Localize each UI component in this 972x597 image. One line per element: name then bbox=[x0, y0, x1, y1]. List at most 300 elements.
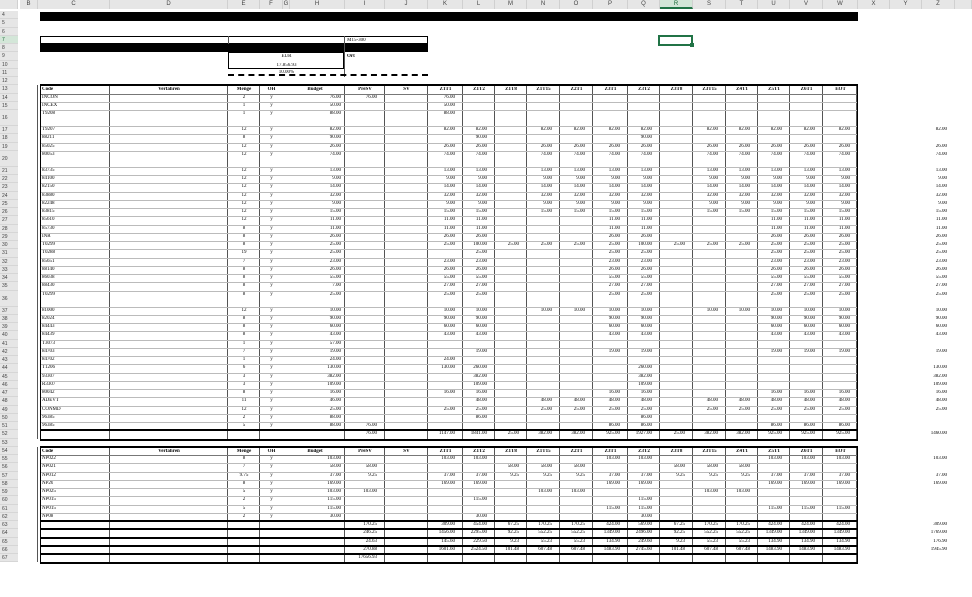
total-value: 134.90 bbox=[801, 538, 815, 544]
row-value: 15.00 bbox=[706, 209, 718, 214]
row-oh-flag: y bbox=[270, 135, 273, 141]
row-value: 90.00 bbox=[475, 135, 487, 141]
table-end-rule bbox=[40, 439, 858, 441]
total-value: 1483.90 bbox=[798, 546, 815, 552]
row-header[interactable]: 10 bbox=[0, 61, 18, 69]
row-quantity: 3 bbox=[242, 381, 246, 387]
row-header[interactable]: 61 bbox=[0, 505, 18, 513]
row-value: 25.00 bbox=[738, 406, 750, 412]
row-header[interactable]: 50 bbox=[0, 414, 18, 422]
row-header[interactable]: 16 bbox=[0, 110, 18, 126]
total-value: 309.00 bbox=[441, 522, 455, 527]
row-value: 10.00 bbox=[608, 307, 620, 313]
header-bar bbox=[40, 44, 428, 52]
row-code: NP015 bbox=[42, 497, 56, 503]
row-quantity: 8 bbox=[242, 242, 246, 247]
table-column-border bbox=[384, 85, 385, 438]
row-value: 25.00 bbox=[573, 242, 585, 247]
row-header[interactable]: 12 bbox=[0, 77, 18, 85]
row-value: 60.00 bbox=[640, 324, 652, 329]
row-value: 90.00 bbox=[475, 315, 487, 321]
row-value: 100.00 bbox=[638, 242, 652, 247]
row-value: 74.00 bbox=[573, 151, 585, 157]
row-value: 15.00 bbox=[573, 209, 585, 214]
total-value: 1601.60 bbox=[438, 546, 455, 552]
row-header[interactable]: 8 bbox=[0, 44, 18, 52]
row-value: 11.00 bbox=[443, 217, 455, 223]
row-oh-flag: y bbox=[270, 184, 273, 190]
column-header-f[interactable]: F bbox=[260, 0, 283, 9]
row-header[interactable]: 49 bbox=[0, 406, 18, 414]
row-header[interactable]: 53 bbox=[0, 439, 18, 447]
row-value: 25.00 bbox=[540, 406, 552, 412]
row-quantity: 7 bbox=[242, 348, 246, 354]
row-quantity: 2 bbox=[242, 497, 246, 503]
table-column-border bbox=[109, 85, 110, 438]
row-header[interactable]: 30 bbox=[0, 241, 18, 249]
row-divider bbox=[40, 208, 858, 209]
row-header[interactable]: 15 bbox=[0, 102, 18, 110]
row-value: 37.00 bbox=[770, 472, 782, 478]
total-value: 925.00 bbox=[606, 431, 620, 437]
row-oh-flag: y bbox=[270, 324, 273, 329]
row-value: 27.00 bbox=[770, 283, 782, 289]
column-header-r[interactable]: R bbox=[660, 0, 693, 9]
row-quantity: 8 bbox=[242, 225, 246, 231]
total-value: 552.25 bbox=[538, 530, 552, 536]
row-divider bbox=[40, 225, 858, 226]
row-budget: 15.00 bbox=[329, 209, 341, 214]
row-value: 88.00 bbox=[443, 111, 455, 116]
row-value: 10.00 bbox=[475, 307, 487, 313]
info-divider bbox=[228, 36, 229, 44]
row-value: 26.00 bbox=[803, 233, 815, 239]
row-value: 103.00 bbox=[801, 456, 815, 461]
column-header-n[interactable]: N bbox=[527, 0, 560, 9]
row-header[interactable]: 52 bbox=[0, 430, 18, 438]
column-header-j[interactable]: J bbox=[385, 0, 428, 9]
row-quantity: 5 bbox=[242, 489, 246, 494]
row-header[interactable]: 62 bbox=[0, 513, 18, 521]
row-code: T0299 bbox=[42, 291, 56, 297]
row-value: 58.00 bbox=[738, 464, 750, 470]
row-value: 25.00 bbox=[770, 406, 782, 412]
row-value: 19.00 bbox=[475, 348, 487, 354]
row-value: 74.00 bbox=[443, 151, 455, 157]
row-value: 109.00 bbox=[473, 381, 487, 387]
row-quantity: 8 bbox=[242, 283, 246, 289]
row-budget: 57.00 bbox=[329, 340, 341, 346]
row-value: 32.00 bbox=[803, 192, 815, 198]
row-header[interactable]: 66 bbox=[0, 546, 18, 554]
row-budget: 169.00 bbox=[327, 480, 341, 486]
row-header[interactable]: 42 bbox=[0, 348, 18, 356]
row-value: 37.00 bbox=[838, 472, 850, 478]
row-value: 90.00 bbox=[803, 315, 815, 321]
row-value: 86.00 bbox=[640, 414, 652, 420]
row-header[interactable]: 39 bbox=[0, 323, 18, 331]
row-value: 10.00 bbox=[640, 307, 652, 313]
column-header-q[interactable]: Q bbox=[628, 0, 660, 9]
row-budget: 11.00 bbox=[329, 217, 341, 223]
row-value: 37.00 bbox=[475, 472, 487, 478]
row-value: 25.00 bbox=[475, 250, 487, 256]
row-header[interactable]: 67 bbox=[0, 554, 18, 562]
row-header[interactable]: 57 bbox=[0, 472, 18, 480]
column-header-e[interactable]: E bbox=[228, 0, 260, 9]
row-divider bbox=[40, 505, 858, 506]
row-value: 25.00 bbox=[475, 406, 487, 412]
row-divider bbox=[40, 472, 858, 473]
total-value: 1460.00 bbox=[930, 431, 947, 437]
column-header-s[interactable]: S bbox=[693, 0, 726, 9]
column-heading: Z3T15 bbox=[702, 448, 717, 454]
row-divider bbox=[40, 496, 858, 497]
row-quantity: 2 bbox=[242, 513, 246, 519]
row-header[interactable]: 22 bbox=[0, 175, 18, 183]
row-value: 25.00 bbox=[475, 291, 487, 297]
row-header[interactable]: 33 bbox=[0, 266, 18, 274]
total-value: 552.25 bbox=[704, 530, 718, 536]
row-value: 55.00 bbox=[475, 275, 487, 280]
row-value: 10.00 bbox=[738, 307, 750, 313]
row-value: 48.00 bbox=[573, 398, 585, 404]
row-value: 26.00 bbox=[770, 266, 782, 272]
row-header[interactable]: 14 bbox=[0, 94, 18, 102]
row-header[interactable]: 55 bbox=[0, 455, 18, 463]
column-heading: SV bbox=[403, 87, 410, 93]
row-divider bbox=[40, 274, 858, 275]
row-value: 13.00 bbox=[935, 167, 947, 173]
column-header-b[interactable]: B bbox=[20, 0, 38, 9]
row-divider bbox=[40, 143, 858, 144]
row-value: 13.00 bbox=[838, 167, 850, 173]
row-value: 9.00 bbox=[806, 200, 815, 206]
row-header[interactable]: 54 bbox=[0, 447, 18, 455]
row-oh-flag: y bbox=[270, 233, 273, 239]
row-value: 11.00 bbox=[838, 217, 850, 223]
row-header[interactable]: 23 bbox=[0, 183, 18, 191]
row-code: T9207 bbox=[42, 127, 56, 132]
row-divider bbox=[40, 364, 858, 365]
row-value: 14.00 bbox=[803, 184, 815, 190]
row-header[interactable]: 60 bbox=[0, 496, 18, 504]
row-header[interactable]: 37 bbox=[0, 307, 18, 315]
row-value: 37.00 bbox=[608, 472, 620, 478]
row-header[interactable]: 35 bbox=[0, 282, 18, 290]
row-code: 84703 bbox=[42, 348, 55, 354]
column-header-h[interactable]: H bbox=[290, 0, 345, 9]
dashed-separator bbox=[228, 74, 428, 76]
row-value: 103.00 bbox=[704, 489, 718, 494]
total-value: 2745.60 bbox=[635, 546, 652, 552]
row-oh-flag: y bbox=[270, 242, 273, 247]
row-quantity: 8 bbox=[242, 480, 246, 486]
column-header-l[interactable]: L bbox=[463, 0, 495, 9]
column-header-m[interactable]: M bbox=[495, 0, 527, 9]
row-code: 86038 bbox=[42, 275, 55, 280]
row-quantity: 5 bbox=[242, 505, 246, 511]
total-value: 454.00 bbox=[473, 522, 487, 527]
row-header[interactable]: 44 bbox=[0, 364, 18, 372]
row-value: 32.00 bbox=[640, 192, 652, 198]
column-header-w[interactable]: W bbox=[823, 0, 858, 9]
column-header-z[interactable]: Z bbox=[922, 0, 955, 9]
row-header[interactable]: 28 bbox=[0, 225, 18, 233]
corner-select-all[interactable] bbox=[0, 0, 18, 9]
column-header-p[interactable]: P bbox=[593, 0, 628, 9]
row-value: 43.00 bbox=[838, 332, 850, 338]
row-value: 25.00 bbox=[443, 406, 455, 412]
total-value: 55.23 bbox=[540, 538, 552, 544]
column-header-y[interactable]: Y bbox=[890, 0, 922, 9]
row-code: 85610 bbox=[42, 217, 55, 223]
row-value: 9.25 bbox=[510, 472, 519, 478]
column-heading: Z3T2 bbox=[638, 87, 650, 93]
row-header[interactable]: 25 bbox=[0, 200, 18, 208]
row-header[interactable]: 41 bbox=[0, 340, 18, 348]
total-value: 249.60 bbox=[638, 538, 652, 544]
row-header[interactable]: 46 bbox=[0, 381, 18, 389]
row-value: 19.00 bbox=[803, 348, 815, 354]
row-header[interactable]: 48 bbox=[0, 397, 18, 405]
table-column-border bbox=[37, 447, 38, 563]
row-oh-flag: y bbox=[270, 398, 273, 404]
row-divider bbox=[40, 422, 858, 423]
table-column-border bbox=[559, 85, 560, 438]
row-divider bbox=[40, 397, 858, 398]
row-value: 25.00 bbox=[838, 242, 850, 247]
row-value: 9.00 bbox=[841, 200, 850, 206]
row-value: 23.00 bbox=[803, 258, 815, 264]
row-header[interactable]: 11 bbox=[0, 69, 18, 77]
row-value: 11.00 bbox=[475, 217, 487, 223]
row-header[interactable]: 27 bbox=[0, 216, 18, 224]
row-value: 25.00 bbox=[540, 242, 552, 247]
row-divider bbox=[40, 258, 858, 259]
row-header[interactable]: 26 bbox=[0, 208, 18, 216]
row-divider bbox=[40, 200, 858, 201]
column-header-o[interactable]: O bbox=[560, 0, 593, 9]
row-oh-flag: y bbox=[270, 200, 273, 206]
row-value: 9.00 bbox=[446, 200, 455, 206]
column-heading: Z3T15 bbox=[702, 87, 717, 93]
row-value: 25.00 bbox=[608, 242, 620, 247]
row-header[interactable]: 21 bbox=[0, 167, 18, 175]
row-header[interactable]: 24 bbox=[0, 192, 18, 200]
table-left-border bbox=[40, 85, 41, 438]
row-value: 25.00 bbox=[935, 250, 947, 256]
row-value: 86.00 bbox=[803, 423, 815, 428]
row-header[interactable]: 64 bbox=[0, 529, 18, 537]
row-header[interactable]: 45 bbox=[0, 373, 18, 381]
row-value: 48.00 bbox=[706, 398, 718, 404]
row-header[interactable]: 29 bbox=[0, 233, 18, 241]
row-quantity: 8 bbox=[242, 275, 246, 280]
row-header[interactable]: 19 bbox=[0, 143, 18, 151]
row-value: 60.00 bbox=[608, 324, 620, 329]
row-header[interactable]: 32 bbox=[0, 258, 18, 266]
row-budget: 46.00 bbox=[329, 398, 341, 404]
row-header[interactable]: 65 bbox=[0, 538, 18, 546]
row-value: 74.00 bbox=[838, 151, 850, 157]
row-value: 43.00 bbox=[443, 332, 455, 338]
row-header[interactable]: 56 bbox=[0, 463, 18, 471]
row-value: 9.00 bbox=[938, 176, 947, 181]
row-divider bbox=[40, 356, 858, 357]
row-value: 26.00 bbox=[838, 233, 850, 239]
total-value: 101.48 bbox=[671, 546, 685, 552]
column-header-c[interactable]: C bbox=[38, 0, 110, 9]
row-oh-flag: y bbox=[270, 291, 273, 297]
row-value: 74.00 bbox=[935, 151, 947, 157]
row-code: NP021 bbox=[42, 464, 56, 470]
row-value: 14.00 bbox=[935, 184, 947, 190]
row-header[interactable]: 47 bbox=[0, 389, 18, 397]
row-value: 26.00 bbox=[935, 233, 947, 239]
row-header[interactable]: 34 bbox=[0, 274, 18, 282]
column-header-x[interactable]: X bbox=[858, 0, 890, 9]
row-value: 9.00 bbox=[806, 176, 815, 181]
column-header-u[interactable]: U bbox=[758, 0, 790, 9]
row-value: 9.00 bbox=[841, 176, 850, 181]
row-header[interactable]: 59 bbox=[0, 488, 18, 496]
row-value: 115.00 bbox=[801, 505, 815, 511]
column-heading: Z1T1 bbox=[439, 87, 452, 93]
row-oh-flag: y bbox=[270, 456, 273, 461]
row-header[interactable]: 36 bbox=[0, 291, 18, 307]
row-value: 82.00 bbox=[803, 127, 815, 132]
column-header-t[interactable]: T bbox=[726, 0, 758, 9]
row-value: 14.00 bbox=[573, 184, 585, 190]
row-budget: 109.00 bbox=[327, 381, 341, 387]
row-value: 10.00 bbox=[540, 307, 552, 313]
row-value: 32.00 bbox=[608, 192, 620, 198]
row-value: 15.00 bbox=[935, 209, 947, 214]
row-value: 58.00 bbox=[540, 464, 552, 470]
row-header[interactable]: 43 bbox=[0, 356, 18, 364]
row-oh-flag: y bbox=[270, 414, 273, 420]
row-value: 10.00 bbox=[803, 307, 815, 313]
row-header[interactable]: 51 bbox=[0, 422, 18, 430]
row-quantity: 1 bbox=[242, 111, 246, 116]
row-value: 26.00 bbox=[838, 143, 850, 149]
column-header-d[interactable]: D bbox=[110, 0, 228, 9]
row-header[interactable]: 63 bbox=[0, 521, 18, 529]
row-header[interactable]: 6 bbox=[0, 28, 18, 36]
row-divider bbox=[40, 282, 858, 283]
total-value: 170.25 bbox=[571, 522, 585, 527]
row-code: NP012 bbox=[42, 472, 56, 478]
row-value: 11.00 bbox=[770, 217, 782, 223]
row-divider bbox=[40, 126, 858, 127]
row-header[interactable]: 17 bbox=[0, 126, 18, 134]
row-value: 26.00 bbox=[770, 233, 782, 239]
column-heading: Z1T2 bbox=[473, 87, 485, 93]
row-code: 88211 bbox=[42, 135, 55, 141]
row-value: 14.00 bbox=[640, 184, 652, 190]
row-header[interactable]: 58 bbox=[0, 480, 18, 488]
row-value: 82.00 bbox=[770, 127, 782, 132]
row-value: 14.00 bbox=[475, 184, 487, 190]
total-value: 170.25 bbox=[736, 522, 750, 527]
row-header[interactable]: 38 bbox=[0, 315, 18, 323]
row-value: 30.00 bbox=[640, 513, 652, 519]
row-value: 9.00 bbox=[543, 176, 552, 181]
row-header[interactable]: 7 bbox=[0, 36, 18, 44]
column-header-v[interactable]: V bbox=[790, 0, 823, 9]
row-header[interactable]: 4 bbox=[0, 11, 18, 19]
row-value: 50.00 bbox=[443, 102, 455, 108]
row-value: 25.00 bbox=[935, 242, 947, 247]
row-value: 10.00 bbox=[573, 307, 585, 313]
total-value: 607.48 bbox=[736, 546, 750, 552]
column-header-k[interactable]: K bbox=[428, 0, 463, 9]
total-presv: 246.25 bbox=[363, 530, 377, 536]
column-header-i[interactable]: I bbox=[345, 0, 385, 9]
row-code: 96385 bbox=[42, 414, 55, 420]
total-value: 424.00 bbox=[801, 522, 815, 527]
total-value: 424.00 bbox=[768, 522, 782, 527]
row-code: NP025 bbox=[42, 489, 56, 494]
row-code: ADEVT bbox=[42, 398, 59, 404]
row-value: 382.00 bbox=[473, 373, 487, 379]
row-header[interactable]: 31 bbox=[0, 249, 18, 257]
row-value: 74.00 bbox=[540, 151, 552, 157]
total-value: 424.00 bbox=[606, 522, 620, 527]
row-value: 55.00 bbox=[803, 275, 815, 280]
total-value: 1927.00 bbox=[635, 431, 652, 437]
percent-value: 10.00% bbox=[278, 69, 295, 75]
active-cell-selection[interactable] bbox=[658, 35, 693, 46]
column-heading: Z1T8 bbox=[505, 448, 517, 454]
row-header[interactable]: 20 bbox=[0, 151, 18, 167]
total-value: 1483.90 bbox=[833, 546, 850, 552]
row-value: 32.00 bbox=[838, 192, 850, 198]
row-value: 11.00 bbox=[803, 217, 815, 223]
row-value: 25.00 bbox=[640, 406, 652, 412]
total-value: 1349.00 bbox=[765, 530, 782, 536]
row-value: 55.00 bbox=[608, 275, 620, 280]
column-header-g[interactable]: G bbox=[283, 1, 289, 7]
row-value: 169.00 bbox=[441, 480, 455, 486]
row-header[interactable]: 40 bbox=[0, 331, 18, 339]
row-header[interactable]: 5 bbox=[0, 19, 18, 27]
grand-total-value: 17656.93 bbox=[358, 555, 377, 560]
row-value: 74.00 bbox=[706, 151, 718, 157]
row-value: 25.00 bbox=[803, 291, 815, 297]
row-code: INCON bbox=[42, 94, 58, 100]
row-divider bbox=[40, 373, 858, 374]
row-value: 11.00 bbox=[770, 225, 782, 231]
row-header[interactable]: 18 bbox=[0, 134, 18, 142]
row-value: 43.00 bbox=[608, 332, 620, 338]
row-oh-flag: y bbox=[270, 357, 273, 362]
row-value: 25.00 bbox=[573, 406, 585, 412]
row-header[interactable]: 9 bbox=[0, 52, 18, 60]
column-heading: Code bbox=[42, 87, 54, 93]
row-value: 11.00 bbox=[803, 225, 815, 231]
row-value: 27.00 bbox=[475, 283, 487, 289]
row-oh-flag: y bbox=[270, 266, 273, 272]
row-budget: 382.00 bbox=[327, 373, 341, 379]
row-oh-flag: y bbox=[270, 513, 273, 519]
total-value: 25.00 bbox=[673, 431, 685, 437]
row-header[interactable]: 13 bbox=[0, 85, 18, 93]
row-value: 25.00 bbox=[803, 406, 815, 412]
row-value: 82.00 bbox=[935, 127, 947, 132]
row-value: 32.00 bbox=[935, 192, 947, 198]
